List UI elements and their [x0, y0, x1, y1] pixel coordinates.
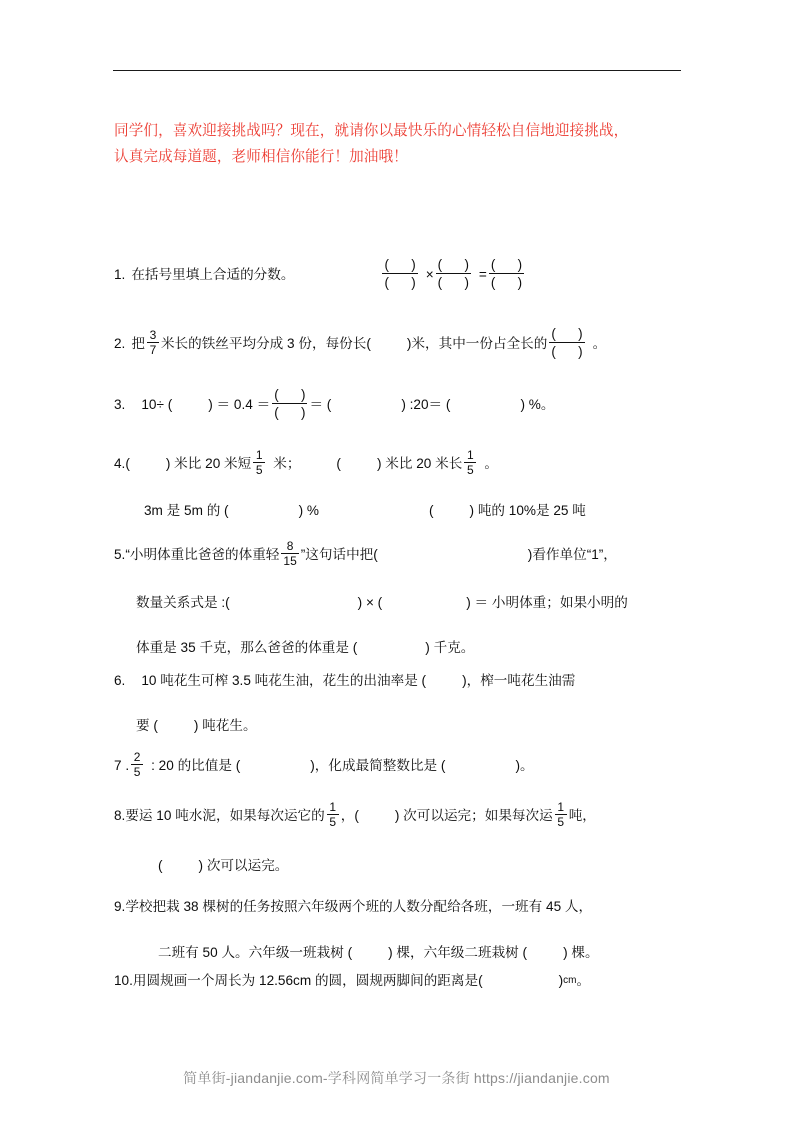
fraction-numerator[interactable]: ( ) — [274, 387, 306, 402]
question-1 — [114, 258, 692, 291]
question-5-line3-part-1[interactable]: 体重是 35 千克，那么爸爸的体重是 ( — [136, 640, 358, 655]
question-3-text-part-1: 10÷ ( — [141, 397, 173, 412]
question-1-number: 1. — [114, 267, 126, 282]
question-6-line2-part-2: ) 吨花生。 — [193, 718, 257, 733]
fraction-numerator: 2 — [133, 750, 141, 764]
question-6-line1-part-2: )，榨一吨花生油需 — [462, 673, 576, 688]
fraction-denominator[interactable]: ( ) — [274, 405, 306, 420]
fraction-denominator: 15 — [283, 554, 297, 568]
question-3 — [114, 388, 692, 421]
question-2-text-part-1: 把 — [131, 336, 145, 351]
fraction-one-fifth-b — [464, 449, 476, 476]
question-1-fraction-1[interactable] — [382, 257, 417, 290]
question-4-sub-part-4: ) 吨的 10%是 25 吨 — [469, 503, 586, 518]
question-4-sub-part-1[interactable]: 3m 是 5m 的 ( — [144, 503, 229, 518]
fraction-numerator: 1 — [255, 448, 263, 462]
fraction-denominator: 7 — [149, 343, 157, 357]
question-8-text-part-1: 要运 10 吨水泥，如果每次运它的 — [125, 808, 325, 823]
question-9-line-1: 学校把栽 38 棵树的任务按照六年级两个班的人数分配给各班，一班有 45 人， — [125, 899, 593, 914]
question-7-text-part-2[interactable]: )，化成最简整数比是 ( — [310, 758, 446, 773]
question-8-text-part-3: ) 次可以运完；如果每次运 — [394, 808, 553, 823]
fraction-denominator[interactable]: ( ) — [384, 275, 416, 290]
question-9-line2-part-1[interactable]: 二班有 50 人。六年级一班栽树 ( — [158, 945, 353, 960]
question-4-text-part-5: ) 米比 20 米长 — [376, 456, 463, 471]
header-divider — [113, 70, 681, 71]
fraction-denominator[interactable]: ( ) — [490, 275, 523, 290]
fraction-one-fifth-d — [555, 801, 567, 828]
question-8-line2-part-2: ) 次可以运完。 — [198, 858, 289, 873]
multiply-operator: × — [425, 267, 434, 282]
question-3-text-part-4: ) :20＝ ( — [401, 397, 451, 412]
question-7-number: 7 . — [114, 758, 130, 773]
fraction-numerator: 3 — [149, 328, 157, 342]
question-5-number: 5. — [114, 547, 126, 562]
equals-operator: = — [478, 267, 487, 282]
question-5-line2-part-1[interactable]: 数量关系式是 :( — [136, 595, 230, 610]
question-8 — [114, 802, 692, 876]
question-6-number: 6. — [114, 673, 126, 688]
fraction-numerator[interactable]: ( ) — [551, 326, 583, 341]
question-2-number: 2. — [114, 336, 126, 351]
question-5-line2-part-2[interactable]: ) × ( — [357, 595, 383, 610]
question-3-text-part-2: ) ＝ 0.4 ＝ — [208, 397, 271, 412]
question-3-text-part-5: ) %。 — [520, 397, 555, 412]
question-5-text-part-3: )看作单位“1”， — [527, 547, 617, 562]
fraction-denominator: 5 — [329, 815, 337, 829]
question-4-text-part-6: 。 — [484, 456, 498, 471]
question-9-line2-part-3: ) 棵。 — [563, 945, 599, 960]
question-10-text-part-2: ) — [558, 973, 564, 988]
fraction-numerator: 1 — [557, 800, 565, 814]
question-8-text-part-2[interactable]: ，( — [340, 808, 359, 823]
question-8-text-part-4: 吨， — [568, 808, 596, 823]
fraction-one-fifth-c — [327, 801, 339, 828]
question-5-text-part-1: “小明体重比爸爸的体重轻 — [125, 547, 280, 562]
fraction-numerator: 1 — [466, 448, 474, 462]
question-10 — [114, 970, 692, 991]
question-9-line2-part-2[interactable]: ) 棵，六年级二班栽树 ( — [388, 945, 528, 960]
fraction-denominator[interactable]: ( ) — [437, 275, 469, 290]
question-2-text-part-4: 。 — [592, 336, 607, 351]
fraction-one-fifth-a — [253, 449, 265, 476]
fraction-denominator: 5 — [466, 463, 474, 477]
question-3-text-part-3: ＝ ( — [309, 397, 332, 412]
footer-watermark: 简单街-jiandanjie.com-学科网简单学习一条街 https://jiandanjie.com — [183, 1070, 610, 1086]
fraction-numerator: 8 — [286, 539, 294, 553]
question-4 — [114, 450, 692, 521]
question-4-sub-part-3[interactable]: ( — [428, 503, 434, 518]
fraction-denominator: 5 — [133, 765, 141, 779]
question-10-unit: cm — [563, 975, 577, 986]
question-5-line3-part-2: ) 千克。 — [425, 640, 475, 655]
fraction-numerator: 1 — [329, 800, 337, 814]
fraction-numerator[interactable]: ( ) — [384, 257, 416, 272]
question-9 — [114, 896, 692, 963]
question-8-number: 8. — [114, 808, 126, 823]
intro-line-2: 认真完成每道题，老师相信你能行！加油哦！ — [114, 149, 408, 165]
question-7-text-part-3: )。 — [515, 758, 534, 773]
question-5 — [114, 541, 692, 658]
fraction-denominator: 5 — [255, 463, 263, 477]
question-7-text-part-1[interactable]: : 20 的比值是 ( — [151, 758, 241, 773]
intro-instructions — [114, 118, 686, 170]
question-6-line1-part-1[interactable]: 10 吨花生可榨 3.5 吨花生油，花生的出油率是 ( — [141, 673, 427, 688]
fraction-numerator[interactable]: ( ) — [490, 257, 523, 272]
fraction-denominator[interactable]: ( ) — [551, 344, 583, 359]
question-3-answer-fraction[interactable] — [272, 387, 307, 420]
question-9-number: 9. — [114, 899, 126, 914]
fraction-numerator[interactable]: ( ) — [437, 257, 469, 272]
question-1-text: 在括号里填上合适的分数。 — [131, 267, 295, 282]
fraction-three-sevenths — [147, 329, 159, 356]
question-5-line2-part-3: ) ＝ 小明体重；如果小明的 — [466, 595, 628, 610]
question-1-fraction-2[interactable] — [436, 257, 471, 290]
question-4-blank-2-open[interactable]: ( — [336, 456, 341, 471]
question-1-fraction-3[interactable] — [489, 257, 524, 290]
question-2-answer-fraction[interactable] — [549, 326, 584, 359]
question-6 — [114, 670, 692, 736]
question-7 — [114, 752, 692, 779]
question-4-number: 4. — [114, 456, 126, 471]
question-4-text-part-2: ) 米比 20 米短 — [165, 456, 252, 471]
question-2 — [114, 327, 692, 360]
fraction-denominator: 5 — [557, 815, 565, 829]
question-8-line2-part-1[interactable]: ( — [158, 858, 163, 873]
fraction-eight-fifteenths — [281, 540, 298, 567]
question-10-number: 10. — [114, 973, 133, 988]
question-2-text-part-3: )米，其中一份占全长的 — [406, 336, 548, 351]
question-3-number: 3. — [114, 397, 126, 412]
question-4-blank-1-open[interactable]: ( — [125, 456, 130, 471]
intro-line-1: 同学们，喜欢迎接挑战吗？现在，就请你以最快乐的心情轻松自信地迎接挑战， — [114, 123, 629, 139]
question-10-text-part-3: 。 — [576, 973, 591, 988]
question-2-text-part-2: 米长的铁丝平均分成 3 份，每份长( — [160, 336, 371, 351]
question-5-text-part-2[interactable]: ”这句话中把( — [300, 547, 378, 562]
fraction-two-fifths — [131, 751, 143, 778]
question-4-sub-part-2: ) % — [298, 503, 319, 518]
question-10-text-part-1[interactable]: 用圆规画一个周长为 12.56cm 的圆，圆规两脚间的距离是( — [132, 973, 483, 988]
question-6-line2-part-1[interactable]: 要 ( — [136, 718, 158, 733]
question-4-text-part-3: 米； — [273, 456, 301, 471]
